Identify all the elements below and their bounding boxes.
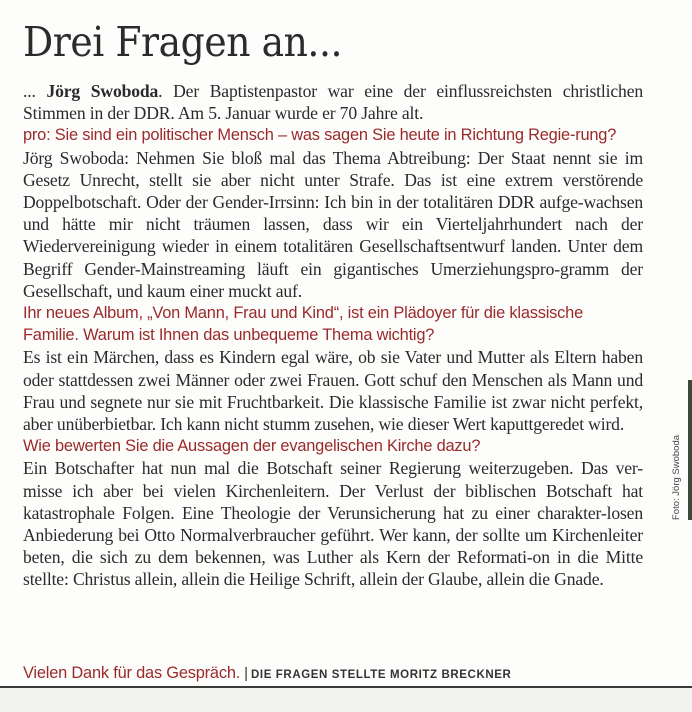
interviewee-name: Jörg Swoboda [46,81,159,101]
article [23,14,643,591]
photo-credit: Foto: Jörg Swoboda [671,434,682,520]
closing-thanks: Vielen Dank für das Gespräch. [23,664,241,682]
article-closing [23,664,511,683]
closing-separator: | [244,665,249,682]
question-3: Wie bewerten Sie die Aussagen der evangelischen Kirche dazu? [23,437,481,456]
question-1: pro: Sie sind ein politischer Mensch – was sagen Sie heute in Richtung Regie-rung? [23,126,617,145]
article-intro [23,80,643,124]
question-2: Ihr neues Album, „Von Mann, Frau und Kind“, ist ein Plädoyer für die klassische Familie. Warum ist Ihnen das unbequeme Thema wichtig? [23,304,583,345]
answer-3: Ein Botschafter hat nun mal die Botschaft seiner Regierung weiterzugeben. Das ver-misse ich aber bei vielen Kirchenleitern. Der Verlust der biblischen Botschaft hat katastrophale Folgen. Eine Theologie der Verunsicherung hat zu einer charakter-losen Anbiederung bei Otto Normalverbraucher geführt. Wer kann, der sollte um Kirchenleiter beten, die sich zu dem bekennen, was Luther als Kern der Reformati-on in die Mitte stellte: Christus allein, allein die Heilige Schrift, allein der Glaube, allein die Gnade. [23,458,643,590]
answer-2: Es ist ein Märchen, dass es Kindern egal wäre, ob sie Vater und Mutter als Eltern haben oder stattdessen zwei Männer oder zwei Frauen. Gott schuf den Menschen als Mann und Frau und segnete nur sie mit Fruchtbarkeit. Die klassische Familie ist zwar nicht perfekt, aber unüberbietbar. Ich kann nicht stumm zusehen, wie dieser Wert kaputtgeredet wird. [23,347,643,435]
intro-text: . Der Baptistenpastor war eine der einflussreichsten christlichen Stimmen in der DDR. Am 5. Januar wurde er 70 Jahre alt. [23,81,644,124]
intro-lead: ... [23,81,47,101]
author-byline: DIE FRAGEN STELLTE MORITZ BRECKNER [251,669,512,681]
answer-1: Jörg Swoboda: Nehmen Sie bloß mal das Thema Abtreibung: Der Staat nennt sie im Gesetz Unrecht, stellt sie aber nicht unter Strafe. Das ist eine extrem verstörende Doppelbotschaft. Oder der Gender-Irrsinn: Ich bin in der totalitären DDR aufge-wachsen und hätte mir nicht träumen lassen, dass wir ein Vierteljahrhundert nach der Wiedervereinigung wieder in einem totalitären Gesellschaftsentwurf landen. Unter dem Begriff Gender-Mainstreaming läuft ein gigantisches Umerziehungspro-gramm der Gesellschaft, und kaum einer muckt auf. [23,147,643,301]
photo-edge [688,380,692,520]
page-bottom-margin [0,688,692,712]
article-title: Drei Fragen an... [23,18,343,66]
